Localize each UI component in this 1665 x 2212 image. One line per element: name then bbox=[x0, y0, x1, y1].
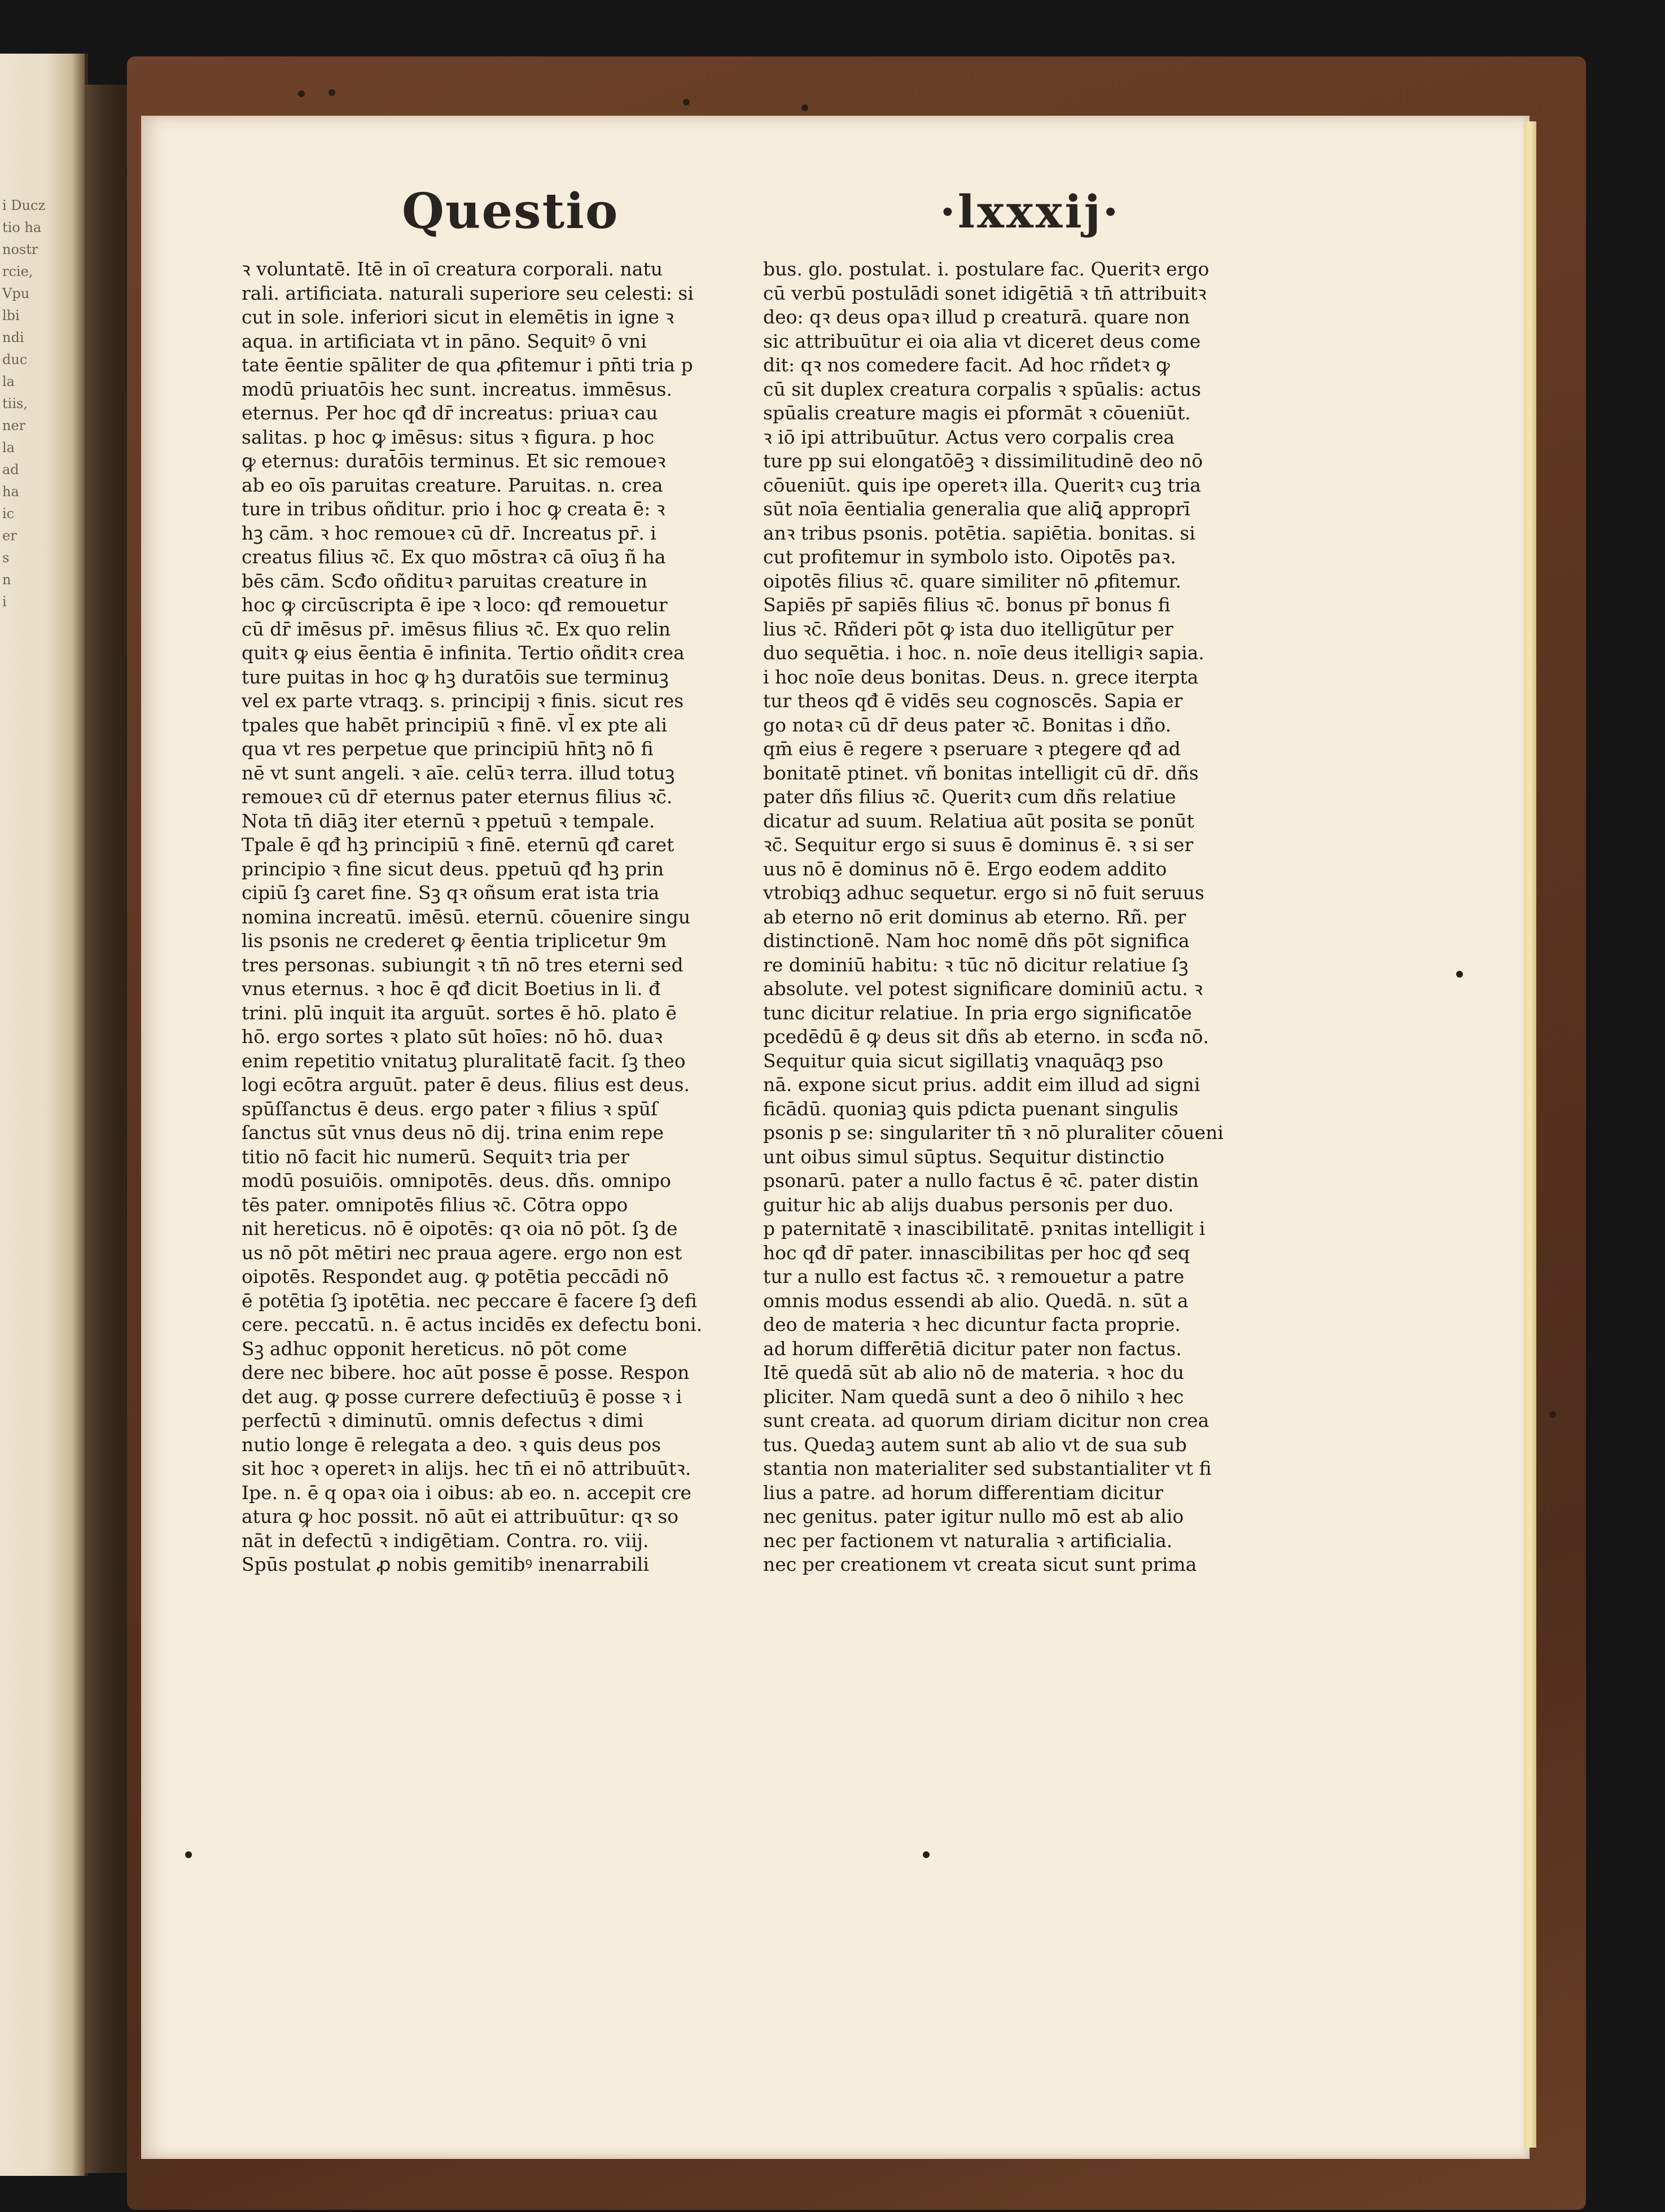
text-line: nā. expone sicut prius. addit eim illud ad signi bbox=[763, 1074, 1200, 1096]
text-line: creatus filius ꝛc̄. Ex quo mōstraꝛ cā oīuꝫ ñ ha bbox=[242, 546, 666, 568]
text-line: ture puitas in hoc ꝙ hꝫ duratōis sue terminuꝫ bbox=[242, 665, 669, 688]
text-line: cū dr̄ imēsus pr̄. imēsus filius ꝛc̄. Ex quo relin bbox=[242, 617, 671, 640]
text-line: ture in tribus oñditur. prio i hoc ꝙ creata ē: ꝛ bbox=[242, 498, 665, 520]
text-line: trini. plū inquit ita arguūt. sortes ē hō. plato ē bbox=[242, 1001, 677, 1024]
text-column-left bbox=[242, 257, 750, 1577]
text-line: modū priuatōis hec sunt. increatus. immēsus. bbox=[242, 378, 672, 400]
facing-page-fragment: i Ducz bbox=[2, 198, 46, 213]
facing-page-fragment: tiis, bbox=[2, 396, 28, 411]
text-line: tate ēentie spāliter de qua ꝓfitemur i pn̄ti tria p bbox=[242, 354, 693, 376]
text-line: p paternitatē ꝛ inascibilitatē. pꝛnitas intelligit i bbox=[763, 1217, 1206, 1239]
text-line: sūt noīa ēentialia generalia que aliꝗ̄ approprī bbox=[763, 498, 1190, 520]
wormhole-mark bbox=[328, 89, 335, 96]
text-line: eternus. Per hoc qđ dr̄ increatus: priuaꝛ cau bbox=[242, 402, 658, 424]
text-line: nec per creationem vt creata sicut sunt prima bbox=[763, 1553, 1197, 1575]
text-line: tur a nullo est factus ꝛc̄. ꝛ remouetur a patre bbox=[763, 1265, 1185, 1287]
text-line: cōueniūt. ꝗuis ipe operetꝛ illa. Queritꝛ cuꝫ tria bbox=[763, 474, 1201, 496]
text-line: tunc dicitur relatiue. In pria ergo significatōe bbox=[763, 1001, 1192, 1024]
text-line: oipotēs filius ꝛc̄. quare similiter nō ꝓfitemur. bbox=[763, 570, 1182, 592]
text-line: cū sit duplex creatura corpalis ꝛ spūalis: actus bbox=[763, 378, 1201, 400]
text-line: absolute. vel potest significare dominiū actu. ꝛ bbox=[763, 978, 1203, 1000]
text-line: Itē quedā sūt ab alio nō de materia. ꝛ hoc du bbox=[763, 1361, 1184, 1383]
text-line: cipiū ſꝫ caret fine. Sꝫ qꝛ oñsum erat ista tria bbox=[242, 882, 660, 904]
text-line: spūalis creature magis ei pformāt ꝛ cōueniūt. bbox=[763, 402, 1191, 424]
wormhole-mark bbox=[185, 1851, 192, 1858]
text-line: hoc qđ dr̄ pater. innascibilitas per hoc qđ seq bbox=[763, 1241, 1190, 1264]
text-line: nāt in defectū ꝛ indigētiam. Contra. ro. viij. bbox=[242, 1529, 649, 1552]
facing-page-fragment: ner bbox=[2, 418, 26, 433]
text-line: nomina increatū. imēsū. eternū. cōuenire singu bbox=[242, 905, 691, 928]
text-line: pater dñs filius ꝛc̄. Queritꝛ cum dñs relatiue bbox=[763, 786, 1176, 808]
text-line: ꝛ iō ipi attribuūtur. Actus vero corpalis crea bbox=[763, 426, 1175, 448]
wormhole-mark bbox=[1456, 971, 1463, 978]
facing-page-fragment: nostr bbox=[2, 242, 38, 257]
text-line: tres personas. subiungit ꝛ tn̄ nō tres eterni sed bbox=[242, 953, 683, 976]
facing-page-fragment: n bbox=[2, 572, 11, 588]
wormhole-mark bbox=[923, 1851, 930, 1858]
text-line: hō. ergo sortes ꝛ plato sūt hoīes: nō hō. duaꝛ bbox=[242, 1026, 663, 1048]
text-line: nec genitus. pater igitur nullo mō est ab alio bbox=[763, 1505, 1184, 1527]
text-line: distinctionē. Nam hoc nomē dñs pōt significa bbox=[763, 930, 1190, 952]
text-line: aqua. in artificiata vt in pāno. Sequitꝰ ō vni bbox=[242, 330, 647, 352]
text-line: anꝛ tribus psonis. potētia. sapiētia. bonitas. si bbox=[763, 522, 1195, 544]
text-line: bus. glo. postulat. i. postulare fac. Queritꝛ ergo bbox=[763, 258, 1210, 280]
leaf-fore-edge bbox=[1524, 121, 1536, 2148]
text-line: i hoc noīe deus bonitas. Deus. n. grece iterpta bbox=[763, 665, 1199, 688]
facing-page-fragment: er bbox=[2, 528, 17, 544]
text-line: logi ecōtra arguūt. pater ē deus. filius est deus. bbox=[242, 1074, 690, 1096]
text-line: nē vt sunt angeli. ꝛ aīe. celūꝛ terra. illud totuꝫ bbox=[242, 761, 675, 784]
text-line: dit: qꝛ nos comedere facit. Ad hoc rñdetꝛ ꝙ bbox=[763, 354, 1170, 376]
text-line: rali. artificiata. naturali superiore seu celesti: si bbox=[242, 282, 694, 304]
text-line: det aug. ꝙ posse currere defectiuūꝫ ē posse ꝛ i bbox=[242, 1385, 682, 1408]
text-line: lis psonis ne crederet ꝙ ēentia triplicetur 9m bbox=[242, 930, 667, 952]
facing-page-fragment: la bbox=[2, 374, 15, 389]
text-line: nit hereticus. nō ē oipotēs: qꝛ oia nō pōt. ſꝫ de bbox=[242, 1217, 678, 1239]
text-line: salitas. p hoc ꝙ imēsus: situs ꝛ figura. p hoc bbox=[242, 426, 655, 448]
text-line: pliciter. Nam quedā sunt a deo ō nihilo ꝛ hec bbox=[763, 1385, 1184, 1408]
facing-page-fragment: la bbox=[2, 440, 15, 455]
text-column-right bbox=[763, 257, 1271, 1577]
text-line: Sꝫ adhuc opponit hereticus. nō pōt come bbox=[242, 1337, 627, 1360]
text-line: atura ꝙ hoc possit. nō aūt ei attribuūtur: qꝛ so bbox=[242, 1505, 679, 1527]
text-line: hoc ꝙ circūscripta ē ipe ꝛ loco: qđ remouetur bbox=[242, 594, 668, 616]
text-line: vel ex parte vtraqꝫ. s. principij ꝛ finis. sicut res bbox=[242, 690, 684, 712]
text-line: ꝛ voluntatē. Itē in oī creatura corporali. natu bbox=[242, 258, 663, 280]
facing-page-fragment: ndi bbox=[2, 330, 24, 345]
text-line: pcedēdū ē ꝙ deus sit dñs ab eterno. in scđa nō. bbox=[763, 1026, 1209, 1048]
text-line: Tpale ē qđ hꝫ principiū ꝛ finē. eternū qđ caret bbox=[242, 834, 674, 856]
text-line: re dominiū habitu: ꝛ tūc nō dicitur relatiue ſꝫ bbox=[763, 953, 1189, 976]
text-line: ficādū. quoniaꝫ ꝗuis pdicta puenant singulis bbox=[763, 1097, 1178, 1120]
text-line: perfectū ꝛ diminutū. omnis defectus ꝛ dimi bbox=[242, 1409, 644, 1431]
facing-page-fragment: ha bbox=[2, 484, 19, 500]
facing-page-fragment: ad bbox=[2, 462, 19, 478]
text-line: cū verbū postulādi sonet idigētiā ꝛ tn̄ attribuitꝛ bbox=[763, 282, 1207, 304]
text-line: hꝫ cām. ꝛ hoc remoueꝛ cū dr̄. Increatus pr̄. i bbox=[242, 522, 656, 544]
text-line: Spūs postulat ꝓ nobis gemitibꝰ inenarrabili bbox=[242, 1553, 649, 1575]
text-line: ab eo oīs paruitas creature. Paruitas. n. crea bbox=[242, 474, 663, 496]
text-line: ad horum differētiā dicitur pater non factus. bbox=[763, 1337, 1182, 1360]
running-title: Questio bbox=[402, 183, 619, 240]
text-line: nutio longe ē relegata a deo. ꝛ ꝗuis deus pos bbox=[242, 1433, 661, 1456]
facing-page-fragment: tio ha bbox=[2, 220, 42, 235]
text-line: ſanctus sūt vnus deus nō dij. trina enim repe bbox=[242, 1122, 664, 1144]
facing-page-edge bbox=[0, 54, 88, 2176]
text-line: psonarū. pater a nullo factus ē ꝛc̄. pater distin bbox=[763, 1169, 1199, 1192]
text-line: uus nō ē dominus nō ē. Ergo eodem addito bbox=[763, 857, 1167, 880]
text-line: tus. Quedaꝫ autem sunt ab alio vt de sua sub bbox=[763, 1433, 1187, 1456]
text-line: tur theos qđ ē vidēs seu cognoscēs. Sapia er bbox=[763, 690, 1183, 712]
text-line: enim repetitio vnitatuꝫ pluralitatē facit. ſꝫ theo bbox=[242, 1049, 686, 1072]
facing-page-fragment: rcie, bbox=[2, 264, 33, 279]
text-line: cut in sole. inferiori sicut in elemētis in igne ꝛ bbox=[242, 306, 674, 328]
text-line: ꝛc̄. Sequitur ergo si suus ē dominus ē. ꝛ si ser bbox=[763, 834, 1194, 856]
text-line: remoueꝛ cū dr̄ eternus pater eternus filius ꝛc̄. bbox=[242, 786, 673, 808]
text-line: principio ꝛ fine sicut deus. ppetuū qđ hꝫ prin bbox=[242, 857, 664, 880]
text-line: vnus eternus. ꝛ hoc ē qđ dicit Boetius in li. đ bbox=[242, 978, 661, 1000]
text-line: sic attribuūtur ei oia alia vt diceret deus come bbox=[763, 330, 1201, 352]
text-line: guitur hic ab alijs duabus personis per duo. bbox=[763, 1193, 1174, 1216]
facing-page-fragment: Vpu bbox=[2, 286, 30, 301]
text-line: tpales que habēt principiū ꝛ finē. vl̄ ex pte ali bbox=[242, 713, 667, 736]
text-line: Sapiēs pr̄ sapiēs filius ꝛc̄. bonus pr̄ bonus fi bbox=[763, 594, 1171, 616]
text-line: omnis modus essendi ab alio. Quedā. n. sūt a bbox=[763, 1289, 1189, 1312]
text-line: quitꝛ ꝙ eius ēentia ē infinita. Tertio oñditꝛ crea bbox=[242, 642, 685, 664]
text-line: dere nec bibere. hoc aūt posse ē posse. Respon bbox=[242, 1361, 690, 1383]
text-line: qua vt res perpetue que principiū hn̄tꝫ nō fi bbox=[242, 738, 654, 760]
facing-page-fragment: ic bbox=[2, 506, 15, 522]
text-line: ē potētia ſꝫ ipotētia. nec peccare ē facere ſꝫ defi bbox=[242, 1289, 697, 1312]
text-line: sit hoc ꝛ operetꝛ in alijs. hec tn̄ ei nō attribuūtꝛ. bbox=[242, 1457, 691, 1479]
text-line: cere. peccatū. n. ē actus incidēs ex defectu boni. bbox=[242, 1313, 703, 1335]
wormhole-mark bbox=[801, 104, 808, 111]
facing-page-text-fragments bbox=[2, 195, 81, 613]
facing-page-fragment: s bbox=[2, 550, 10, 566]
text-line: us nō pōt mētiri nec praua agere. ergo non est bbox=[242, 1241, 682, 1264]
text-line: deo de materia ꝛ hec dicuntur facta proprie. bbox=[763, 1313, 1181, 1335]
text-line: deo: qꝛ deus opaꝛ illud p creaturā. quare non bbox=[763, 306, 1190, 328]
text-line: Nota tn̄ diāꝫ iter eternū ꝛ ppetuū ꝛ tempale. bbox=[242, 809, 655, 832]
facing-page-fragment: i bbox=[2, 594, 7, 610]
text-line: lius a patre. ad horum differentiam dicitur bbox=[763, 1481, 1164, 1504]
text-line: bonitatē ptinet. vñ bonitas intelligit cū dr̄. dñs bbox=[763, 761, 1199, 784]
text-line: modū posuiōis. omnipotēs. deus. dñs. omnipo bbox=[242, 1169, 671, 1192]
text-line: ture pp sui elongatōēꝫ ꝛ dissimilitudinē deo nō bbox=[763, 450, 1203, 472]
text-line: titio nō facit hic numerū. Sequitꝛ tria per bbox=[242, 1145, 630, 1168]
text-line: go notaꝛ cū dr̄ deus pater ꝛc̄. Bonitas i dño. bbox=[763, 713, 1172, 736]
text-line: spūſſanctus ē deus. ergo pater ꝛ filius ꝛ spūſ bbox=[242, 1097, 658, 1120]
text-line: Sequitur quia sicut sigillatiꝫ vnaquāqꝫ pso bbox=[763, 1049, 1164, 1072]
text-line: psonis p se: singulariter tn̄ ꝛ nō pluraliter cōueni bbox=[763, 1122, 1224, 1144]
wormhole-mark bbox=[1549, 1411, 1556, 1418]
folio-number: ·lxxxij· bbox=[940, 185, 1121, 238]
text-line: lius ꝛc̄. Rñderi pōt ꝙ ista duo itelligūtur per bbox=[763, 617, 1173, 640]
text-line: tēs pater. omnipotēs filius ꝛc̄. Cōtra oppo bbox=[242, 1193, 628, 1216]
text-line: dicatur ad suum. Relatiua aūt posita se ponūt bbox=[763, 809, 1194, 832]
facing-page-fragment: lbi bbox=[2, 308, 20, 323]
text-line: ꝙ eternus: durat̄ōis terminus. Et sic remoueꝛ bbox=[242, 450, 666, 472]
text-line: vtrobiqꝫ adhuc sequetur. ergo si nō fuit seruus bbox=[763, 882, 1204, 904]
text-line: cut profitemur in symbolo isto. Oipotēs paꝛ. bbox=[763, 546, 1176, 568]
text-line: oipotēs. Respondet aug. ꝙ potētia peccādi nō bbox=[242, 1265, 669, 1287]
text-line: stantia non materialiter sed substantialiter vt fi bbox=[763, 1457, 1212, 1479]
text-line: unt oibus simul sūptus. Sequitur distinctio bbox=[763, 1145, 1164, 1168]
text-line: Ipe. n. ē q opaꝛ oia i oibus: ab eo. n. accepit cre bbox=[242, 1481, 692, 1504]
text-line: bēs cām. Scđo oñdituꝛ paruitas creature in bbox=[242, 570, 647, 592]
wormhole-mark bbox=[298, 90, 305, 97]
facing-page-fragment: duc bbox=[2, 352, 28, 367]
text-line: sunt creata. ad quorum diriam dicitur non crea bbox=[763, 1409, 1210, 1431]
text-line: duo sequētia. i hoc. n. noīe deus itelligiꝛ sapia. bbox=[763, 642, 1204, 664]
text-line: qm̄ eius ē regere ꝛ pseruare ꝛ ptegere qđ ad bbox=[763, 738, 1181, 760]
wormhole-mark bbox=[683, 99, 690, 106]
text-line: ab eterno nō erit dominus ab eterno. Rñ. per bbox=[763, 905, 1186, 928]
text-line: nec per factionem vt naturalia ꝛ artificialia. bbox=[763, 1529, 1173, 1552]
